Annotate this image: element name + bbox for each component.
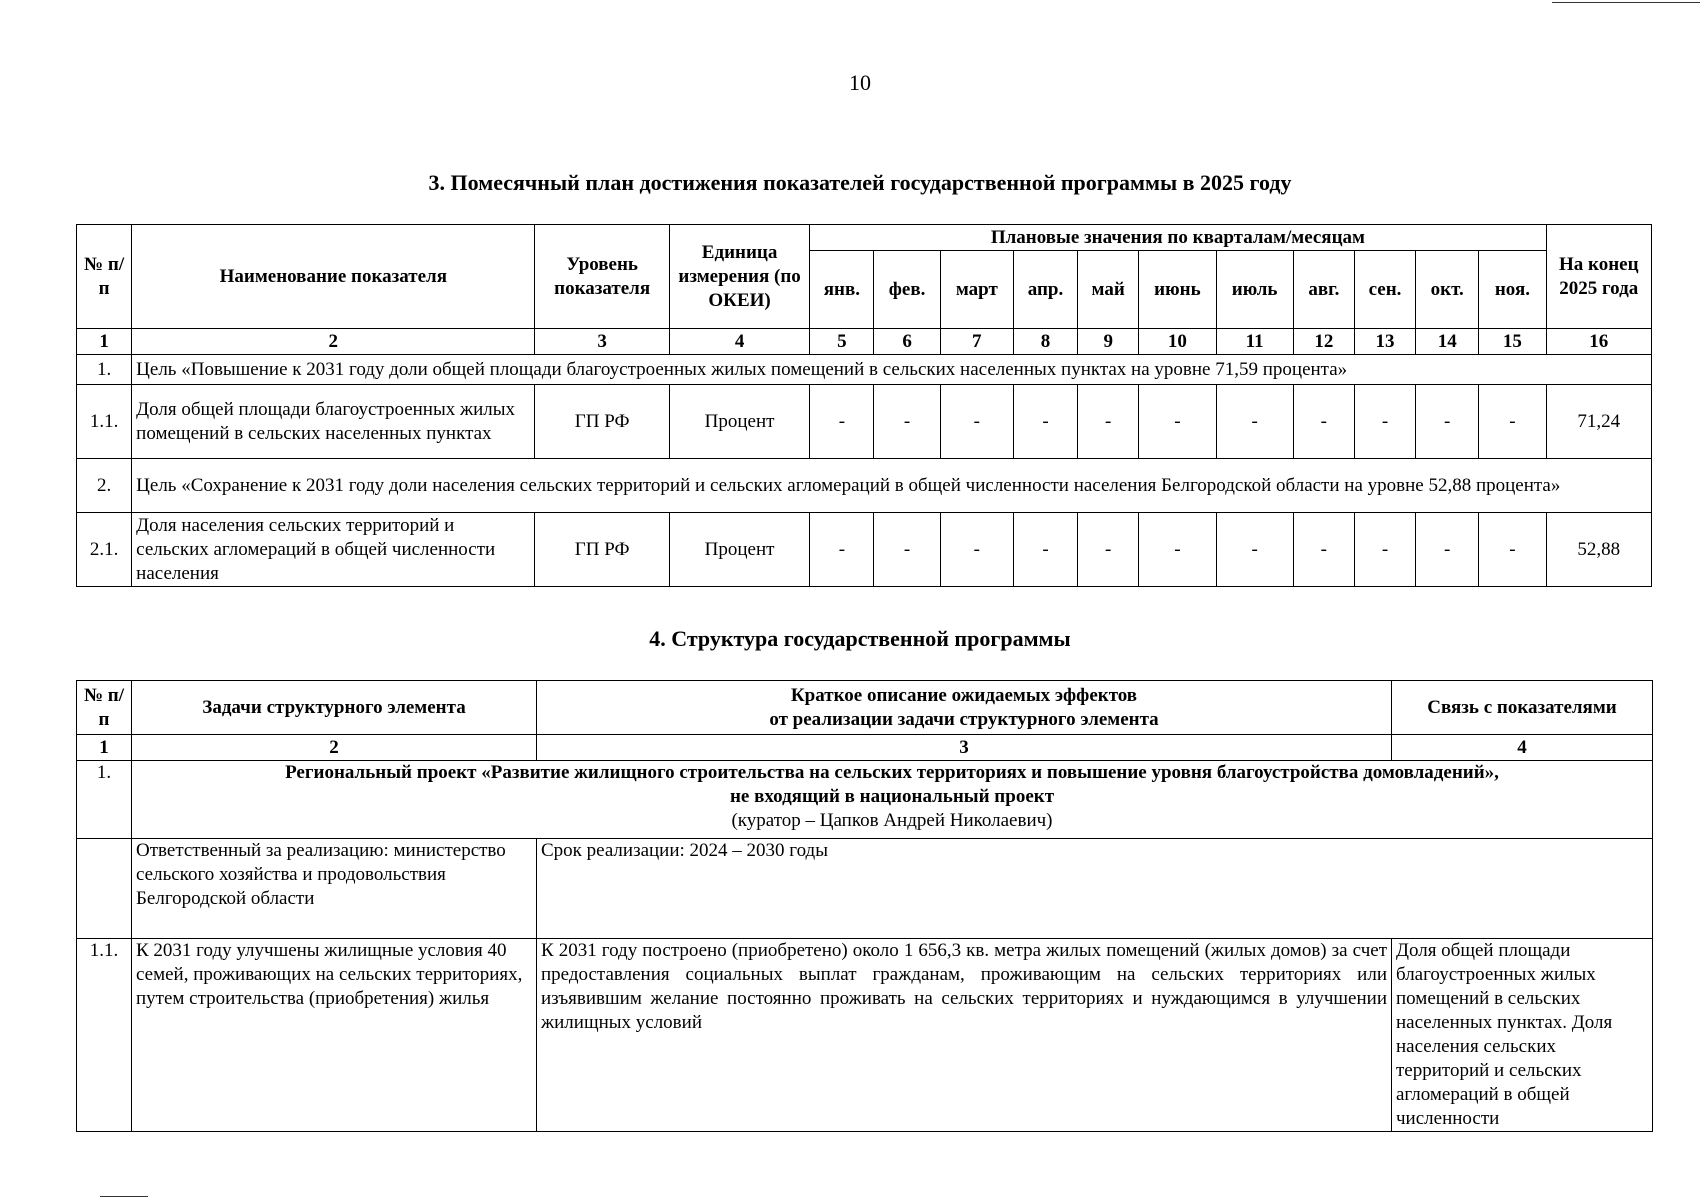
month-value: - — [1416, 513, 1479, 587]
row-num: 1.1. — [77, 385, 132, 459]
header-month: авг. — [1293, 251, 1354, 329]
col-number: 14 — [1416, 329, 1479, 355]
header-num: № п/п — [77, 681, 132, 735]
end-value: 71,24 — [1546, 385, 1651, 459]
row-num: 1.1. — [77, 939, 132, 1132]
row-num: 2.1. — [77, 513, 132, 587]
end-value: 52,88 — [1546, 513, 1651, 587]
header-unit: Единица измерения (по ОКЕИ) — [669, 225, 809, 329]
header-effects-line1: Краткое описание ожидаемых эффектов — [790, 684, 1138, 706]
indicator-level: ГП РФ — [535, 513, 669, 587]
month-value: - — [874, 385, 940, 459]
header-month: янв. — [810, 251, 874, 329]
column-numbers-row — [77, 735, 1653, 761]
row-num: 1. — [77, 761, 132, 839]
header-effects — [537, 681, 1392, 735]
col-number: 15 — [1479, 329, 1546, 355]
col-number: 8 — [1013, 329, 1077, 355]
month-value: - — [1479, 385, 1546, 459]
month-value: - — [1078, 513, 1139, 587]
header-month: окт. — [1416, 251, 1479, 329]
col-number: 1 — [77, 329, 132, 355]
header-level: Уровень показателя — [535, 225, 669, 329]
month-value: - — [1354, 385, 1415, 459]
empty-cell — [77, 839, 132, 939]
col-number: 4 — [669, 329, 809, 355]
project-description — [132, 761, 1653, 839]
indicator-name: Доля населения сельских территорий и сельских агломераций в общей численности населения — [132, 513, 535, 587]
project-row — [77, 761, 1653, 839]
header-month: фев. — [874, 251, 940, 329]
col-number: 10 — [1139, 329, 1216, 355]
col-number: 5 — [810, 329, 874, 355]
month-value: - — [1216, 385, 1293, 459]
footer-line — [100, 1196, 148, 1197]
header-planned: Плановые значения по кварталам/месяцам — [810, 225, 1546, 251]
col-number: 4 — [1392, 735, 1653, 761]
indicator-level: ГП РФ — [535, 385, 669, 459]
indicator-row — [77, 385, 1652, 459]
month-value: - — [1354, 513, 1415, 587]
link-text: Доля общей площади благоустроенных жилых помещений в сельских населенных пунктах. Доля населения сельских территорий и сельских агломераций в общей численности — [1392, 939, 1653, 1132]
row-num: 2. — [77, 459, 132, 513]
header-tasks: Задачи структурного элемента — [132, 681, 537, 735]
project-title-line2: не входящий в национальный проект — [729, 786, 1055, 807]
goal-text: Цель «Сохранение к 2031 году доли населения сельских территорий и сельских агломераций в общей численности населения Белгородской области на уровне 52,88 процента» — [132, 459, 1652, 513]
col-number: 3 — [537, 735, 1392, 761]
header-effects-line2: от реализации задачи структурного элемента — [769, 708, 1159, 730]
month-value: - — [940, 513, 1013, 587]
goal-text: Цель «Повышение к 2031 году доли общей площади благоустроенных жилых помещений в сельских населенных пунктах на уровне 71,59 процента» — [132, 355, 1652, 385]
header-name: Наименование показателя — [132, 225, 535, 329]
header-month: май — [1078, 251, 1139, 329]
month-value: - — [1139, 513, 1216, 587]
col-number: 9 — [1078, 329, 1139, 355]
month-value: - — [1479, 513, 1546, 587]
goal-row — [77, 355, 1652, 385]
month-value: - — [874, 513, 940, 587]
indicator-row — [77, 513, 1652, 587]
responsible-text: Ответственный за реализацию: министерство сельского хозяйства и продовольствия Белгородской области — [132, 839, 537, 939]
header-month: апр. — [1013, 251, 1077, 329]
month-value: - — [1416, 385, 1479, 459]
month-value: - — [940, 385, 1013, 459]
section4-title: 4. Структура государственной программы — [649, 626, 1071, 651]
header-month: сен. — [1354, 251, 1415, 329]
project-curator: (куратор – Цапков Андрей Николаевич) — [731, 810, 1053, 831]
col-number: 12 — [1293, 329, 1354, 355]
header-month: июль — [1216, 251, 1293, 329]
col-number: 11 — [1216, 329, 1293, 355]
col-number: 16 — [1546, 329, 1651, 355]
task-row — [77, 939, 1653, 1132]
col-number: 1 — [77, 735, 132, 761]
month-value: - — [810, 385, 874, 459]
scan-edge-line — [1552, 2, 1700, 3]
indicator-unit: Процент — [669, 385, 809, 459]
header-month: июнь — [1139, 251, 1216, 329]
program-structure-table — [76, 680, 1653, 1132]
header-num: № п/п — [77, 225, 132, 329]
col-number: 13 — [1354, 329, 1415, 355]
indicator-unit: Процент — [669, 513, 809, 587]
effect-text: К 2031 году построено (приобретено) около 1 656,3 кв. метра жилых помещений (жилых домов) за счет предоставления социальных выплат гражданам, проживающим на сельских территориях или изъявившим желание постоянно проживать на сельских территориях и нуждающимся в улучшении жилищных условий — [537, 939, 1392, 1132]
month-value: - — [1139, 385, 1216, 459]
indicator-name: Доля общей площади благоустроенных жилых помещений в сельских населенных пунктах — [132, 385, 535, 459]
section3-title: 3. Помесячный план достижения показателей государственной программы в 2025 году — [428, 170, 1292, 195]
header-month: март — [940, 251, 1013, 329]
col-number: 6 — [874, 329, 940, 355]
row-num: 1. — [77, 355, 132, 385]
col-number: 2 — [132, 329, 535, 355]
term-text: Срок реализации: 2024 – 2030 годы — [537, 839, 1653, 939]
month-value: - — [1293, 385, 1354, 459]
monthly-plan-table — [76, 224, 1652, 587]
responsible-row — [77, 839, 1653, 939]
month-value: - — [1013, 513, 1077, 587]
month-value: - — [1216, 513, 1293, 587]
header-month: ноя. — [1479, 251, 1546, 329]
page-number: 10 — [849, 70, 871, 95]
header-link: Связь с показателями — [1392, 681, 1653, 735]
month-value: - — [1078, 385, 1139, 459]
col-number: 2 — [132, 735, 537, 761]
task-text: К 2031 году улучшены жилищные условия 40 семей, проживающих на сельских территориях, путем строительства (приобретения) жилья — [132, 939, 537, 1132]
header-end: На конец 2025 года — [1546, 225, 1651, 329]
col-number: 7 — [940, 329, 1013, 355]
month-value: - — [1293, 513, 1354, 587]
column-numbers-row — [77, 329, 1652, 355]
col-number: 3 — [535, 329, 669, 355]
project-title-line1: Региональный проект «Развитие жилищного строительства на сельских территориях и повышение уровня благоустройства домовладений», — [285, 762, 1499, 783]
goal-row — [77, 459, 1652, 513]
month-value: - — [1013, 385, 1077, 459]
month-value: - — [810, 513, 874, 587]
